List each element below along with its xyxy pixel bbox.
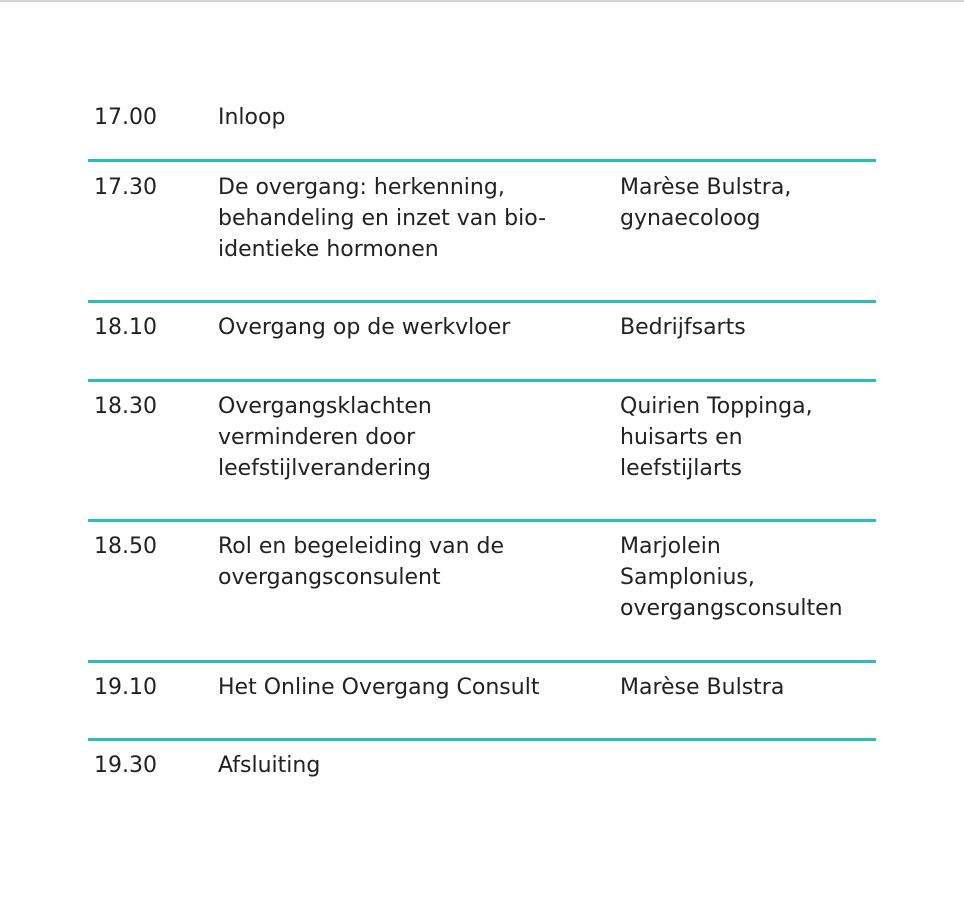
row-time: 19.10 — [94, 675, 157, 700]
row-topic: De overgang: herkenning, behandeling en inzet van bio- identieke hormonen — [218, 175, 547, 262]
row-time: 17.00 — [94, 105, 157, 130]
row-divider — [88, 738, 876, 741]
row-topic: Overgangsklachten verminderen door leefstijlverandering — [218, 394, 432, 481]
row-divider — [88, 519, 876, 522]
row-divider — [88, 660, 876, 663]
row-speaker: Marjolein Samplonius, overgangsconsulten — [620, 534, 843, 621]
row-time: 18.30 — [94, 394, 157, 419]
row-speaker: Bedrijfsarts — [620, 315, 746, 340]
row-time: 18.50 — [94, 534, 157, 559]
top-border — [0, 0, 964, 2]
row-time: 17.30 — [94, 175, 157, 200]
row-topic: Het Online Overgang Consult — [218, 675, 540, 700]
row-topic: Rol en begeleiding van de overgangsconsulent — [218, 534, 505, 590]
row-speaker: Marèse Bulstra, gynaecoloog — [620, 175, 792, 231]
row-time: 19.30 — [94, 753, 157, 778]
row-topic: Afsluiting — [218, 753, 321, 778]
row-topic: Overgang op de werkvloer — [218, 315, 511, 340]
row-divider — [88, 159, 876, 162]
row-speaker: Quirien Toppinga, huisarts en leefstijlarts — [620, 394, 813, 481]
row-divider — [88, 300, 876, 303]
row-time: 18.10 — [94, 315, 157, 340]
row-topic: Inloop — [218, 105, 286, 130]
row-divider — [88, 379, 876, 382]
row-speaker: Marèse Bulstra — [620, 675, 785, 700]
